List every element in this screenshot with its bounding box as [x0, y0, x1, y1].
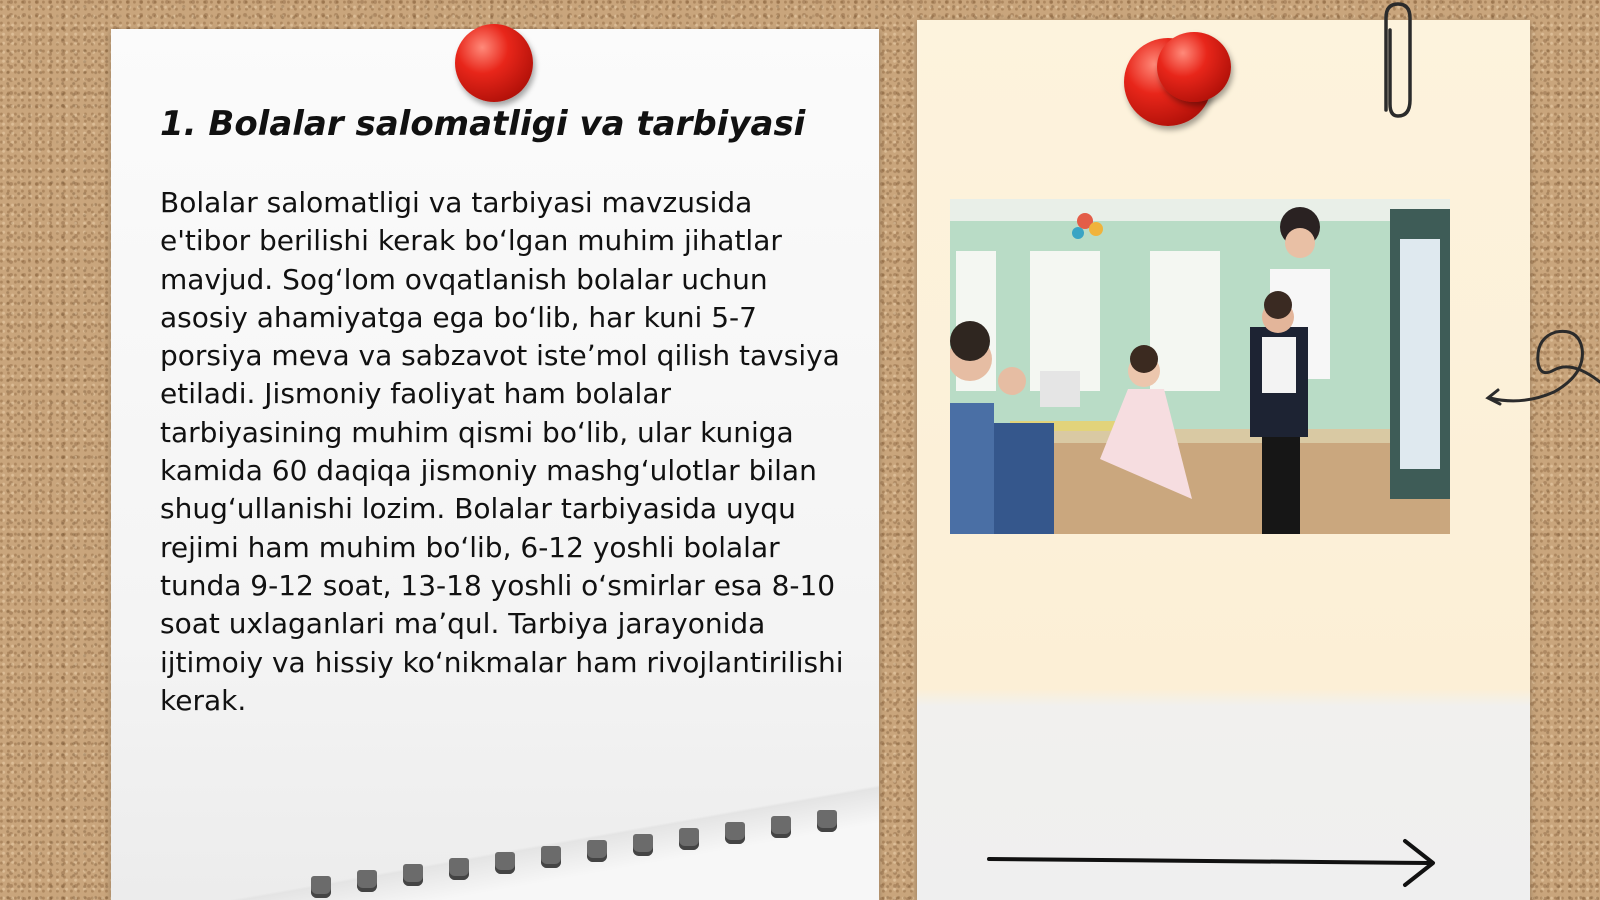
spiral-holes [311, 784, 871, 894]
paperclip-icon [1376, 0, 1420, 124]
hole [817, 810, 837, 832]
hole [311, 876, 331, 898]
hole [587, 840, 607, 862]
long-arrow-icon [985, 835, 1445, 891]
hole [541, 846, 561, 868]
hole [495, 852, 515, 874]
hole [449, 858, 469, 880]
hole [771, 816, 791, 838]
hole [633, 834, 653, 856]
hole [679, 828, 699, 850]
pushpin-icon [455, 24, 533, 102]
card-title: 1. Bolalar salomatligi va tarbiyasi [160, 104, 806, 144]
hole [403, 864, 423, 886]
pushpin-top-icon [1157, 32, 1231, 102]
curl-arrow-icon [1482, 310, 1600, 410]
card-body: Bolalar salomatligi va tarbiyasi mavzusida e'tibor berilishi kerak boʻlgan muhim jihatlar mavjud. Sogʻlom ovqatlanish bolalar uchun asosiy ahamiyatga ega boʻlib, har kuni 5-7 porsiya meva va sabzavot isteʼmol qilish tavsiya etiladi. Jismoniy faoliyat ham bolalar tarbiyasining muhim qismi boʻlib, ular kuniga kamida 60 daqiqa jismoniy mashgʻulotlar bilan shugʻullanishi lozim. Bolalar tarbiyasida uyqu rejimi ham muhim boʻlib, 6-12 yoshli bolalar tunda 9-12 soat, 13-18 yoshli oʻsmirlar esa 8-10 soat uxlaganlari maʼqul. Tarbiya jarayonida ijtimoiy va hissiy koʻnikmalar ham rivojlantirilishi kerak. [160, 186, 844, 717]
hole [357, 870, 377, 892]
classroom-photo [950, 199, 1450, 534]
hole [725, 822, 745, 844]
